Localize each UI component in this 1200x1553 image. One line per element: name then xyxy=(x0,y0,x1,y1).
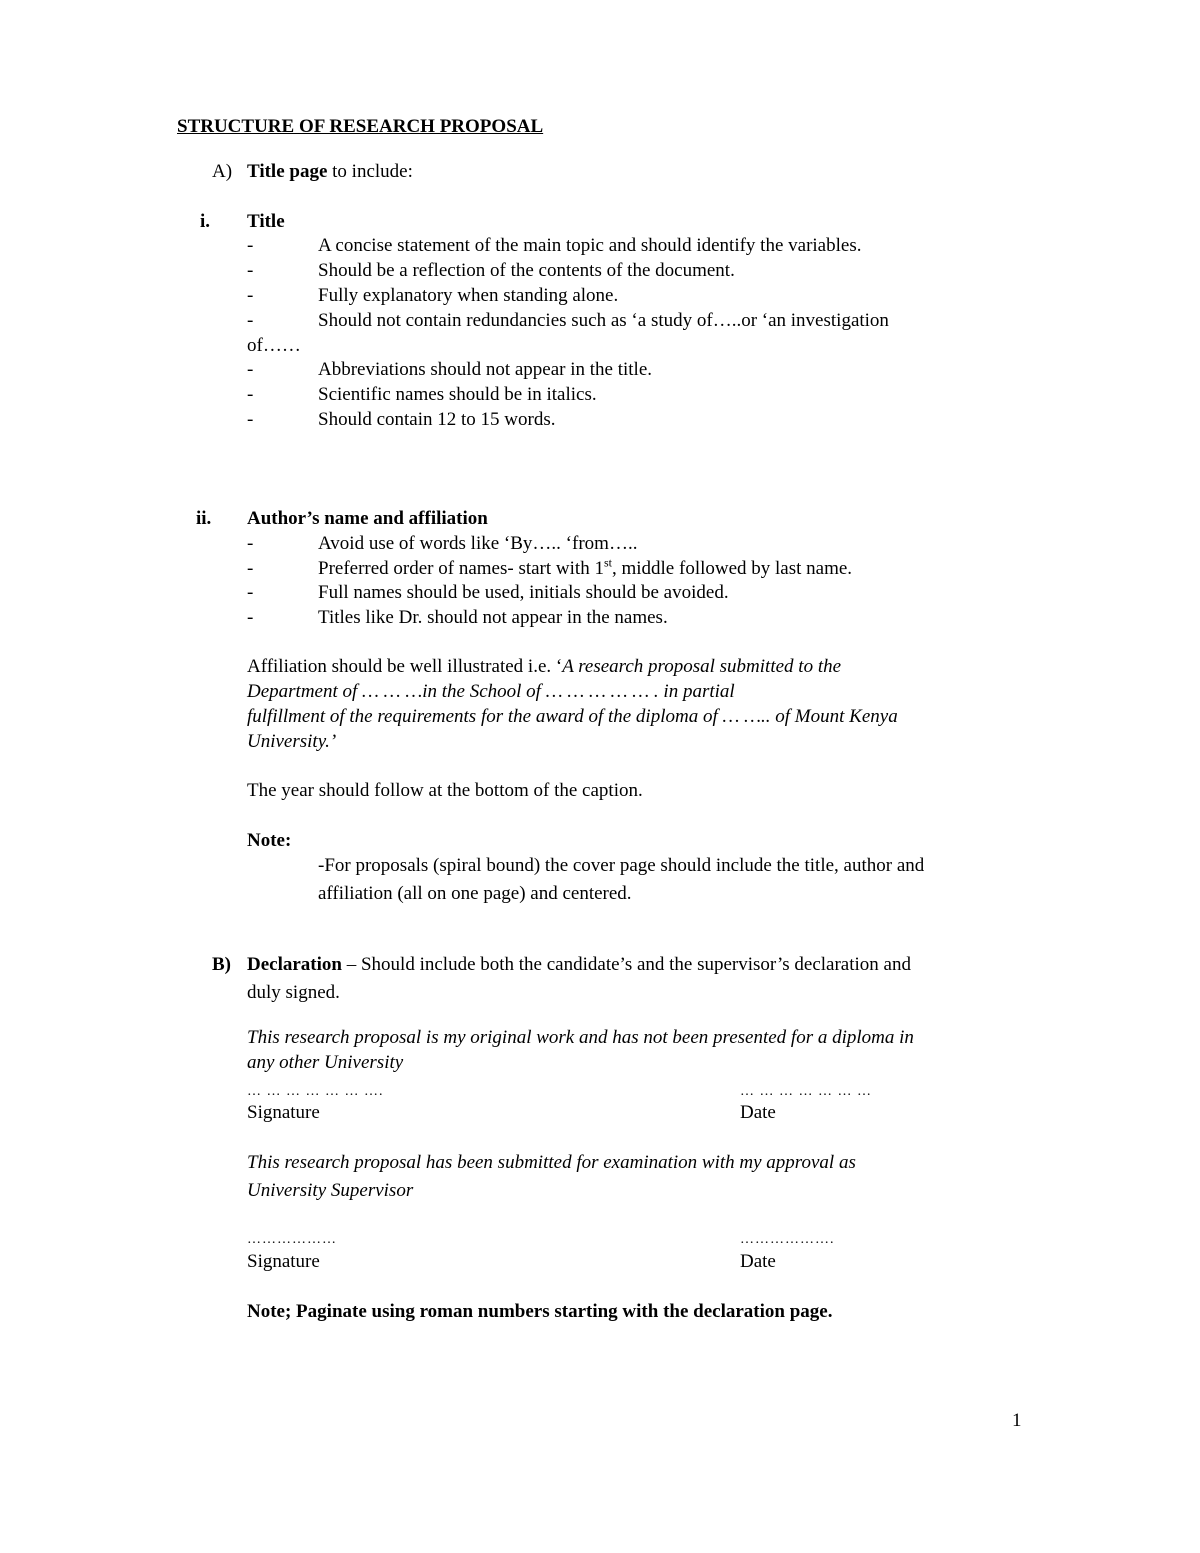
title-item-7: Should contain 12 to 15 words. xyxy=(318,409,556,430)
bullet-dash: - xyxy=(247,582,254,603)
bullet-dash: - xyxy=(247,310,254,331)
author-item-2-b: , middle followed by last name. xyxy=(611,558,853,579)
bullet-dash: - xyxy=(247,607,254,628)
note-label: Note: xyxy=(247,830,292,851)
bullet-dash: - xyxy=(247,384,254,405)
final-note: Note; Paginate using roman numbers starting with the declaration page. xyxy=(247,1301,833,1322)
title-item-4: Should not contain redundancies such as ‘a study of…..or ‘an investigation xyxy=(318,310,889,331)
section-b-rest-2: duly signed. xyxy=(247,982,340,1003)
signature-line-2: ……………… xyxy=(247,1232,337,1247)
bullet-dash: - xyxy=(247,558,254,579)
section-a-heading xyxy=(247,160,413,184)
page-number: 1 xyxy=(1012,1410,1022,1431)
bullet-dash: - xyxy=(247,359,254,380)
section-b-rest: – Should include both the candidate’s and the supervisor’s declaration and xyxy=(341,954,911,975)
candidate-statement-2: any other University xyxy=(247,1052,404,1073)
title-item-2: Should be a reflection of the contents of the document. xyxy=(318,260,735,281)
affiliation-line-4: University.’ xyxy=(247,731,337,752)
title-item-3: Fully explanatory when standing alone. xyxy=(318,285,619,306)
title-item-4-wrap: of…… xyxy=(247,335,301,356)
author-item-2-a: Preferred order of names- start with 1 xyxy=(318,558,604,579)
date-line-1: … … … … … … … xyxy=(740,1084,872,1099)
bullet-dash: - xyxy=(247,409,254,430)
supervisor-statement-2: University Supervisor xyxy=(247,1180,414,1201)
ordinal-sup: st xyxy=(603,555,612,570)
numeral-i: i. xyxy=(200,211,211,232)
affiliation-italic-1: A research proposal submitted to the xyxy=(562,656,842,677)
affiliation-line-2: Department of … … …in the School of … … … … … . in partial xyxy=(247,681,735,702)
bullet-dash: - xyxy=(247,285,254,306)
affiliation-line-3: fulfillment of the requirements for the award of the diploma of … ….. of Mount Kenya xyxy=(247,706,898,727)
note-line-1: -For proposals (spiral bound) the cover page should include the title, author and xyxy=(318,855,925,876)
section-a-rest: to include: xyxy=(327,161,413,182)
year-note: The year should follow at the bottom of the caption. xyxy=(247,780,643,801)
bullet-dash: - xyxy=(247,260,254,281)
title-subheading: Title xyxy=(247,211,285,232)
author-subheading: Author’s name and affiliation xyxy=(247,508,488,529)
bullet-dash: - xyxy=(247,235,254,256)
title-item-5: Abbreviations should not appear in the title. xyxy=(318,359,653,380)
author-item-3: Full names should be used, initials should be avoided. xyxy=(318,582,729,603)
section-b-heading xyxy=(247,953,911,977)
date-label-2: Date xyxy=(740,1251,776,1272)
document-title: STRUCTURE OF RESEARCH PROPOSAL xyxy=(177,116,544,137)
signature-label-1: Signature xyxy=(247,1102,320,1123)
note-line-2: affiliation (all on one page) and centered. xyxy=(318,883,632,904)
section-b-label: B) xyxy=(212,954,231,975)
section-a-label: A) xyxy=(212,161,233,182)
affiliation-lead: Affiliation should be well illustrated i.e. ‘ xyxy=(247,656,563,677)
supervisor-statement-1: This research proposal has been submitted for examination with my approval as xyxy=(247,1152,856,1173)
section-b-bold: Declaration xyxy=(247,954,342,975)
date-line-2: ………………. xyxy=(740,1232,835,1247)
signature-label-2: Signature xyxy=(247,1251,320,1272)
title-item-6: Scientific names should be in italics. xyxy=(318,384,597,405)
signature-line-1: … … … … … … …. xyxy=(247,1084,384,1099)
date-label-1: Date xyxy=(740,1102,776,1123)
author-item-2 xyxy=(318,557,852,581)
bullet-dash: - xyxy=(247,533,254,554)
author-item-1: Avoid use of words like ‘By….. ‘from….. xyxy=(318,533,638,554)
affiliation-line-1 xyxy=(247,655,841,679)
title-item-1: A concise statement of the main topic and should identify the variables. xyxy=(318,235,862,256)
candidate-statement-1: This research proposal is my original work and has not been presented for a diploma in xyxy=(247,1027,914,1048)
section-a-bold: Title page xyxy=(247,161,328,182)
author-item-4: Titles like Dr. should not appear in the names. xyxy=(318,607,668,628)
numeral-ii: ii. xyxy=(196,508,212,529)
